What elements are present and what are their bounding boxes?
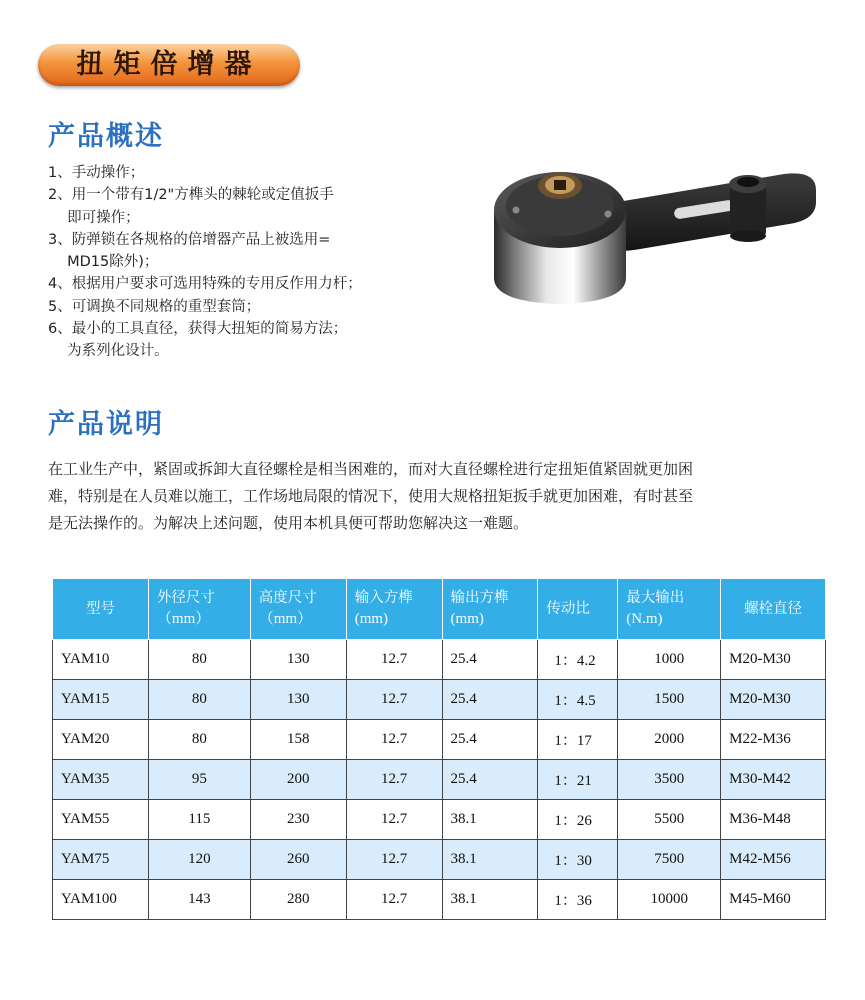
table-cell: 200 [250, 760, 346, 800]
description-line: 在工业生产中，紧固或拆卸大直径螺栓是相当困难的，而对大直径螺栓进行定扭矩值紧固就更加困 [48, 460, 694, 478]
table-cell: M36-M48 [721, 800, 826, 840]
table-cell: YAM55 [53, 800, 149, 840]
feature-line: 5、可调换不同规格的重型套筒； [48, 298, 261, 315]
description-heading: 产品说明 [48, 409, 164, 440]
table-cell: 38.1 [442, 880, 538, 920]
description-line: 难，特别是在人员难以施工，工作场地局限的情况下，使用大规格扭矩扳手就更加困难，有时甚至 [48, 487, 694, 505]
table-cell: 12.7 [346, 760, 442, 800]
table-cell: 12.7 [346, 840, 442, 880]
table-cell: 130 [250, 640, 346, 680]
column-header: 螺栓直径 [721, 579, 826, 640]
table-cell: 25.4 [442, 760, 538, 800]
table-row [53, 880, 826, 920]
table-cell: M30-M42 [721, 760, 826, 800]
table-cell: YAM35 [53, 760, 149, 800]
table-cell: 2000 [618, 720, 721, 760]
title-banner [38, 44, 300, 86]
table-cell: YAM15 [53, 680, 149, 720]
table-cell: 1500 [618, 680, 721, 720]
spec-table [52, 578, 826, 920]
table-cell: 1：4.5 [538, 680, 618, 720]
table-cell: YAM10 [53, 640, 149, 680]
table-cell: 38.1 [442, 800, 538, 840]
table-cell: 25.4 [442, 720, 538, 760]
banner-title: 扭矩倍增器 [76, 49, 262, 80]
table-cell: 1：4.2 [538, 640, 618, 680]
description-line: 是无法操作的。为解决上述问题，使用本机具便可帮助您解决这一难题。 [48, 514, 529, 532]
table-cell: 3500 [618, 760, 721, 800]
table-row [53, 720, 826, 760]
table-cell: 1：21 [538, 760, 618, 800]
table-row [53, 680, 826, 720]
feature-line: 1、手动操作； [48, 165, 145, 181]
feature-list [48, 162, 458, 363]
table-cell: M45-M60 [721, 880, 826, 920]
feature-line: 6、最小的工具直径，获得大扭矩的简易方法； [48, 321, 348, 338]
table-cell: 143 [148, 880, 250, 920]
table-cell: M42-M56 [721, 840, 826, 880]
table-cell: YAM75 [53, 840, 149, 880]
table-cell: 1：17 [538, 720, 618, 760]
column-header: 输入方榫 (mm) [346, 579, 442, 640]
table-cell: 130 [250, 680, 346, 720]
feature-line: 即可操作； [48, 209, 140, 226]
table-cell: 1：26 [538, 800, 618, 840]
table-cell: 12.7 [346, 640, 442, 680]
table-cell: M22-M36 [721, 720, 826, 760]
table-cell: 80 [148, 640, 250, 680]
feature-line: 2、用一个带有1/2"方榫头的棘轮或定值扳手 [48, 187, 334, 204]
table-cell: 158 [250, 720, 346, 760]
description-paragraph [48, 456, 828, 537]
table-cell: YAM100 [53, 880, 149, 920]
feature-line: 3、防弹锁在各规格的倍增器产品上被选用= [48, 231, 331, 248]
column-header: 型号 [53, 579, 149, 640]
overview-heading: 产品概述 [48, 121, 164, 152]
table-row [53, 800, 826, 840]
table-cell: 25.4 [442, 680, 538, 720]
table-cell: 1：36 [538, 880, 618, 920]
table-cell: 115 [148, 800, 250, 840]
table-cell: 38.1 [442, 840, 538, 880]
table-cell: 230 [250, 800, 346, 840]
table-cell: YAM20 [53, 720, 149, 760]
table-cell: 1：30 [538, 840, 618, 880]
table-cell: 260 [250, 840, 346, 880]
table-cell: 80 [148, 680, 250, 720]
table-cell: 12.7 [346, 880, 442, 920]
column-header: 传动比 [538, 579, 618, 640]
table-cell: 1000 [618, 640, 721, 680]
table-header-row [53, 579, 826, 640]
table-cell: 7500 [618, 840, 721, 880]
column-header: 输出方榫 (mm) [442, 579, 538, 640]
table-cell: 12.7 [346, 680, 442, 720]
table-cell: 12.7 [346, 720, 442, 760]
table-row [53, 760, 826, 800]
feature-line: 4、根据用户要求可选用特殊的专用反作用力杆； [48, 276, 362, 293]
table-cell: 25.4 [442, 640, 538, 680]
table-cell: 280 [250, 880, 346, 920]
column-header: 高度尺寸 （mm） [250, 579, 346, 640]
table-cell: 5500 [618, 800, 721, 840]
table-row [53, 640, 826, 680]
torque-multiplier-image [484, 140, 824, 320]
table-cell: M20-M30 [721, 680, 826, 720]
column-header: 外径尺寸 （mm） [148, 579, 250, 640]
table-row [53, 840, 826, 880]
table-cell: 10000 [618, 880, 721, 920]
table-cell: 95 [148, 760, 250, 800]
feature-line: 为系列化设计。 [48, 343, 169, 360]
column-header: 最大输出 (N.m) [618, 579, 721, 640]
table-cell: 12.7 [346, 800, 442, 840]
table-cell: 80 [148, 720, 250, 760]
feature-line: MD15除外)； [48, 254, 159, 271]
table-cell: 120 [148, 840, 250, 880]
table-cell: M20-M30 [721, 640, 826, 680]
